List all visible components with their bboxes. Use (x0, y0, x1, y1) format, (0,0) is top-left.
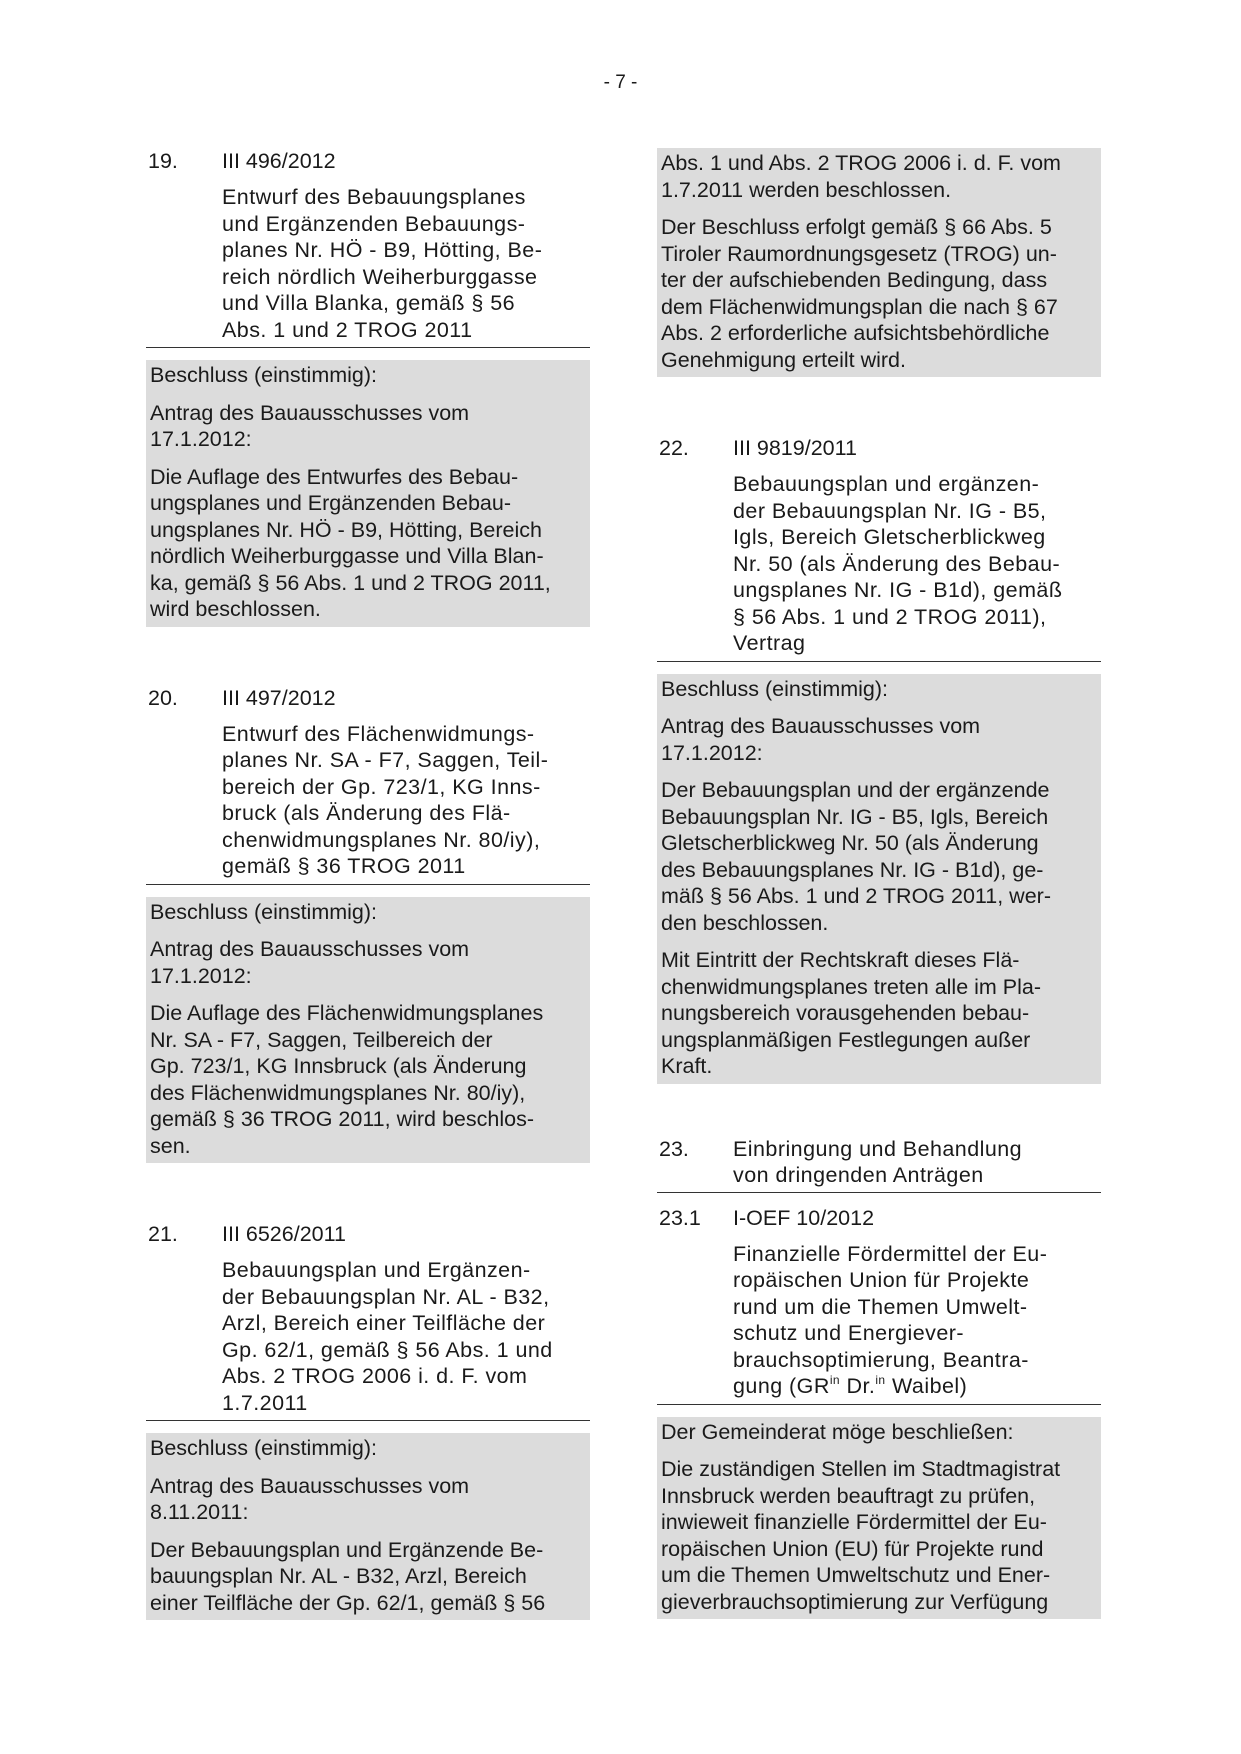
agenda-item-19 (146, 148, 590, 627)
item-title: Entwurf des Flächenwidmungs- planes Nr. SA - F7, Saggen, Teil- bereich der Gp. 723/1, KG Inns- bruck (als Änderung des Flä- chenwidmungsplanes Nr. 80/iy), gemäß § 36 TROG 2011 (222, 721, 549, 878)
resolution-box (657, 674, 1101, 1084)
decision-label: Beschluss (einstimmig): (150, 1436, 377, 1460)
motion-box (657, 1417, 1101, 1620)
item-title: Einbringung und Behandlung von dringenden Anträgen (733, 1136, 1023, 1187)
resolution-box (146, 897, 590, 1164)
item-number: 22. (659, 436, 689, 460)
resolution-text: Der Bebauungsplan und Ergänzende Be- bauungsplan Nr. AL - B32, Arzl, Bereich einer Teilfläche der Gp. 62/1, gemäß § 56 (150, 1537, 546, 1615)
item-number: 21. (148, 1222, 178, 1246)
item-number: 23. (659, 1136, 689, 1161)
resolution-note: Mit Eintritt der Rechtskraft dieses Flä- chenwidmungsplanes treten alle im Pla- nungsbereich vorausgehenden bebau- ungsplanmäßigen Festlegungen außer Kraft. (661, 948, 1042, 1078)
item-title: Finanzielle Fördermittel der Eu- ropäischen Union für Projekte rund um die Themen Umwelt- schutz und Energiever- brauchsoptimierung, Beantra- gung ($GR^{in}$ Dr.$^{in}$ Waibel) (733, 1241, 1048, 1398)
motion-text: Die zuständigen Stellen im Stadtmagistrat Innsbruck werden beauftragt zu prüfen, inwieweit finanzielle Fördermittel der Eu- ropäischen Union (EU) für Projekte rund um die Themen Umweltschutz und Ener- gieverbrauchsoptimierung zur Verfügung (661, 1457, 1061, 1614)
decision-label: Der Gemeinderat möge beschließen: (661, 1419, 1014, 1444)
motion-label: Antrag des Bauausschusses vom 8.11.2011: (150, 1473, 470, 1524)
resolution-box-continued (657, 148, 1101, 377)
agenda-item-21 (146, 1221, 590, 1620)
item-reference: III 9819/2011 (733, 436, 857, 460)
motion-label: Antrag des Bauausschusses vom 17.1.2012: (150, 937, 470, 988)
resolution-condition: Der Beschluss erfolgt gemäß § 66 Abs. 5 Tiroler Raumordnungsgesetz (TROG) un- ter der aufschiebenden Bedingung, dass dem Flächenwidmungsplan die nach § 67 Abs. 2 erforderliche aufsichtsbehördliche Genehmigung erteilt wird. (661, 215, 1058, 372)
agenda-item-22 (657, 435, 1101, 1084)
item-reference: I-OEF 10/2012 (733, 1205, 875, 1230)
resolution-box (146, 1433, 590, 1620)
item-number: 23.1 (659, 1205, 701, 1230)
resolution-text: Die Auflage des Entwurfes des Bebau- ungsplanes und Ergänzenden Bebau- ungsplanes Nr. HÖ - B9, Hötting, Bereich nördlich Weiherburggasse und Villa Blan- ka, gemäß § 56 Abs. 1 und 2 TROG 2011, wird beschlossen. (150, 464, 551, 621)
item-number: 19. (148, 149, 178, 173)
right-column (657, 148, 1101, 1619)
item-title: Bebauungsplan und Ergänzen- der Bebauungsplan Nr. AL - B32, Arzl, Bereich einer Teilfläche der Gp. 62/1, gemäß § 56 Abs. 1 und Abs. 2 TROG 2006 i. d. F. vom 1.7.2011 (222, 1258, 553, 1415)
item-reference: III 6526/2011 (222, 1222, 346, 1246)
item-title: Bebauungsplan und ergänzen- der Bebauungsplan Nr. IG - B5, Igls, Bereich Gletscherblickweg Nr. 50 (als Änderung des Bebau- ungsplanes Nr. IG - B1d), gemäß § 56 Abs. 1 und 2 TROG 2011), Vertrag (733, 472, 1063, 655)
item-reference: III 497/2012 (222, 685, 336, 710)
motion-label: Antrag des Bauausschusses vom 17.1.2012: (150, 400, 470, 451)
resolution-text: Die Auflage des Flächenwidmungsplanes Nr. SA - F7, Saggen, Teilbereich der Gp. 723/1, KG Innsbruck (als Änderung des Flächenwidmungsplanes Nr. 80/iy), gemäß § 36 TROG 2011, wird beschlos- sen. (150, 1001, 544, 1158)
item-title: Entwurf des Bebauungsplanes und Ergänzenden Bebauungs- planes Nr. HÖ - B9, Hötting, Be- reich nördlich Weiherburggasse und Villa Blanka, gemäß § 56 Abs. 1 und 2 TROG 2011 (222, 185, 543, 342)
motion-label: Antrag des Bauausschusses vom 17.1.2012: (661, 714, 981, 765)
decision-label: Beschluss (einstimmig): (661, 676, 888, 701)
item-reference: III 496/2012 (222, 149, 336, 173)
decision-label: Beschluss (einstimmig): (150, 899, 377, 924)
agenda-item-20 (146, 685, 590, 1164)
resolution-text: Abs. 1 und Abs. 2 TROG 2006 i. d. F. vom 1.7.2011 werden beschlossen. (661, 151, 1061, 202)
resolution-box (146, 360, 590, 627)
item-number: 20. (148, 685, 178, 710)
agenda-item-23 (657, 1136, 1101, 1193)
left-column (146, 148, 590, 1620)
agenda-item-23-1 (657, 1205, 1101, 1620)
decision-label: Beschluss (einstimmig): (150, 363, 377, 387)
page-number: - 7 - (603, 72, 638, 93)
resolution-text: Der Bebauungsplan und der ergänzende Bebauungsplan Nr. IG - B5, Igls, Bereich Gletscherblickweg Nr. 50 (als Änderung des Bebauungsplanes Nr. IG - B1d), ge- mäß § 56 Abs. 1 und 2 TROG 2011, wer- den beschlossen. (661, 778, 1051, 935)
